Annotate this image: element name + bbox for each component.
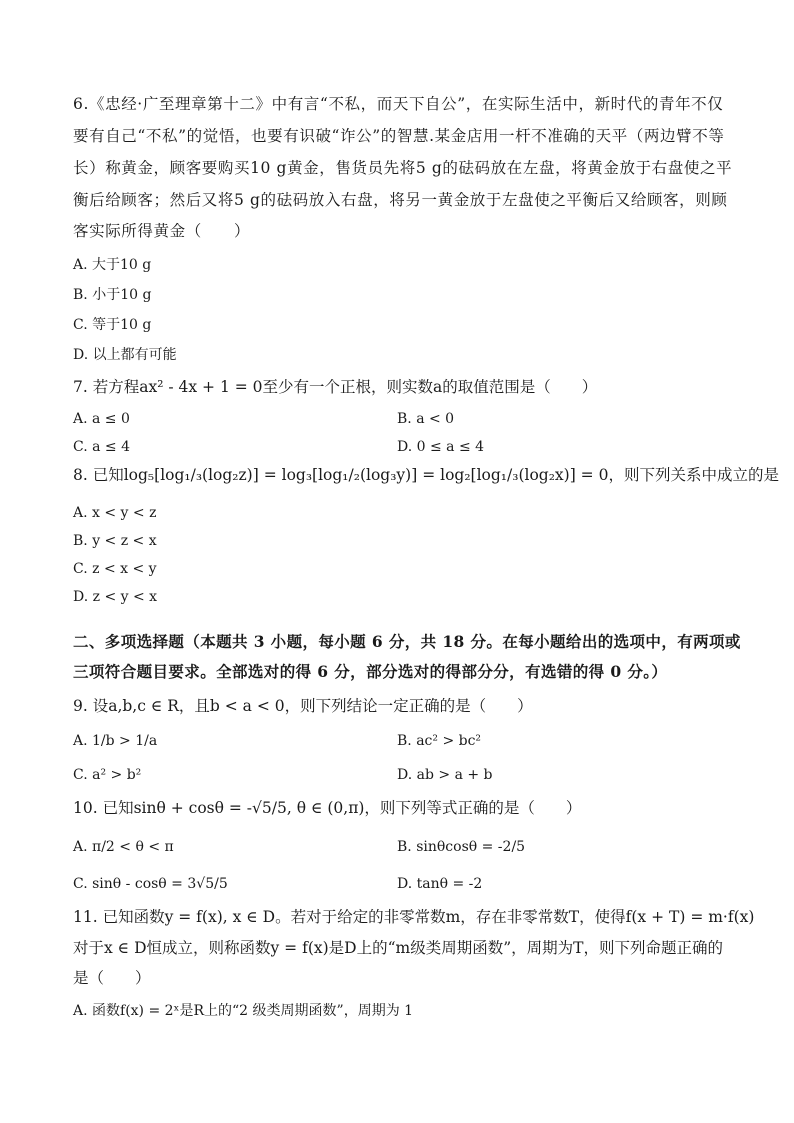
q6-line-1: 6.《忠经·广至理章第十二》中有言“不私，而天下自公”，在实际生活中，新时代的青年不仅 [73,95,724,113]
q6-option-a: A. 大于10 g [73,257,152,273]
section2-heading-line-2: 三项符合题目要求。全部选对的得 6 分，部分选对的得部分分，有选错的得 0 分。） [73,662,668,681]
q7-option-c: C. a ≤ 4 [73,439,130,455]
q7-option-b: B. a < 0 [397,411,455,427]
q10-option-b: B. sinθcosθ = -2/5 [397,839,526,855]
q6-line-3: 长）称黄金，顾客要购买10 g黄金，售货员先将5 g的砝码放在左盘，将黄金放于右盘使之平 [73,159,733,177]
q6-line-4: 衡后给顾客；然后又将5 g的砝码放入右盘，将另一黄金放于左盘使之平衡后又给顾客，则顾 [73,191,728,209]
q8-option-d: D. z < y < x [73,589,158,605]
q11-line-3: 是（ ） [73,969,151,987]
q7-option-d: D. 0 ≤ a ≤ 4 [397,439,485,455]
q10-option-c: C. sinθ - cosθ = 3√5/5 [73,876,228,892]
q6-option-c: C. 等于10 g [73,317,152,333]
q9-option-d: D. ab > a + b [397,767,493,783]
q10-option-a: A. π/2 < θ < π [73,839,174,855]
q6-option-b: B. 小于10 g [73,287,152,303]
q6-line-5: 客实际所得黄金（ ） [73,222,251,240]
q6-option-d: D. 以上都有可能 [73,347,177,363]
q10-option-d: D. tanθ = -2 [397,876,483,892]
q7-option-a: A. a ≤ 0 [73,411,130,427]
q9-option-c: C. a² > b² [73,767,142,783]
q10-stem: 10. 已知sinθ + cosθ = -√5/5, θ ∈ (0,π)，则下列等式正确的是（ ） [73,799,582,817]
q9-option-b: B. ac² > bc² [397,733,482,749]
q11-line-1: 11. 已知函数y = f(x), x ∈ D。若对于给定的非零常数m，存在非零常数T，使得f(x + T) = m·f(x) [73,908,755,926]
q8-option-a: A. x < y < z [73,505,157,521]
q8-option-c: C. z < x < y [73,561,157,577]
q6-line-2: 要有自己“不私”的觉悟，也要有识破“诈公”的智慧.某金店用一杆不准确的天平（两边臂不等 [73,127,725,145]
q8-option-b: B. y < z < x [73,533,157,549]
q11-line-2: 对于x ∈ D恒成立，则称函数y = f(x)是D上的“m级类周期函数”，周期为T，则下列命题正确的 [73,939,723,957]
q9-stem: 9. 设a,b,c ∈ R，且b < a < 0，则下列结论一定正确的是（ ） [73,697,533,715]
section2-heading-line-1: 二、多项选择题（本题共 3 小题，每小题 6 分，共 18 分。在每小题给出的选项中，有两项或 [73,632,741,651]
q9-option-a: A. 1/b > 1/a [73,733,158,749]
q7-stem: 7. 若方程ax² - 4x + 1 = 0至少有一个正根，则实数a的取值范围是（ ） [73,378,598,396]
q11-option-a: A. 函数f(x) = 2ˣ是R上的“2 级类周期函数”，周期为 1 [73,1003,414,1019]
q8-stem: 8. 已知log₅[log₁/₃(log₂z)] = log₃[log₁/₂(log₃y)] = log₂[log₁/₃(log₂x)] = 0，则下列关系中成立的是 [73,466,779,484]
